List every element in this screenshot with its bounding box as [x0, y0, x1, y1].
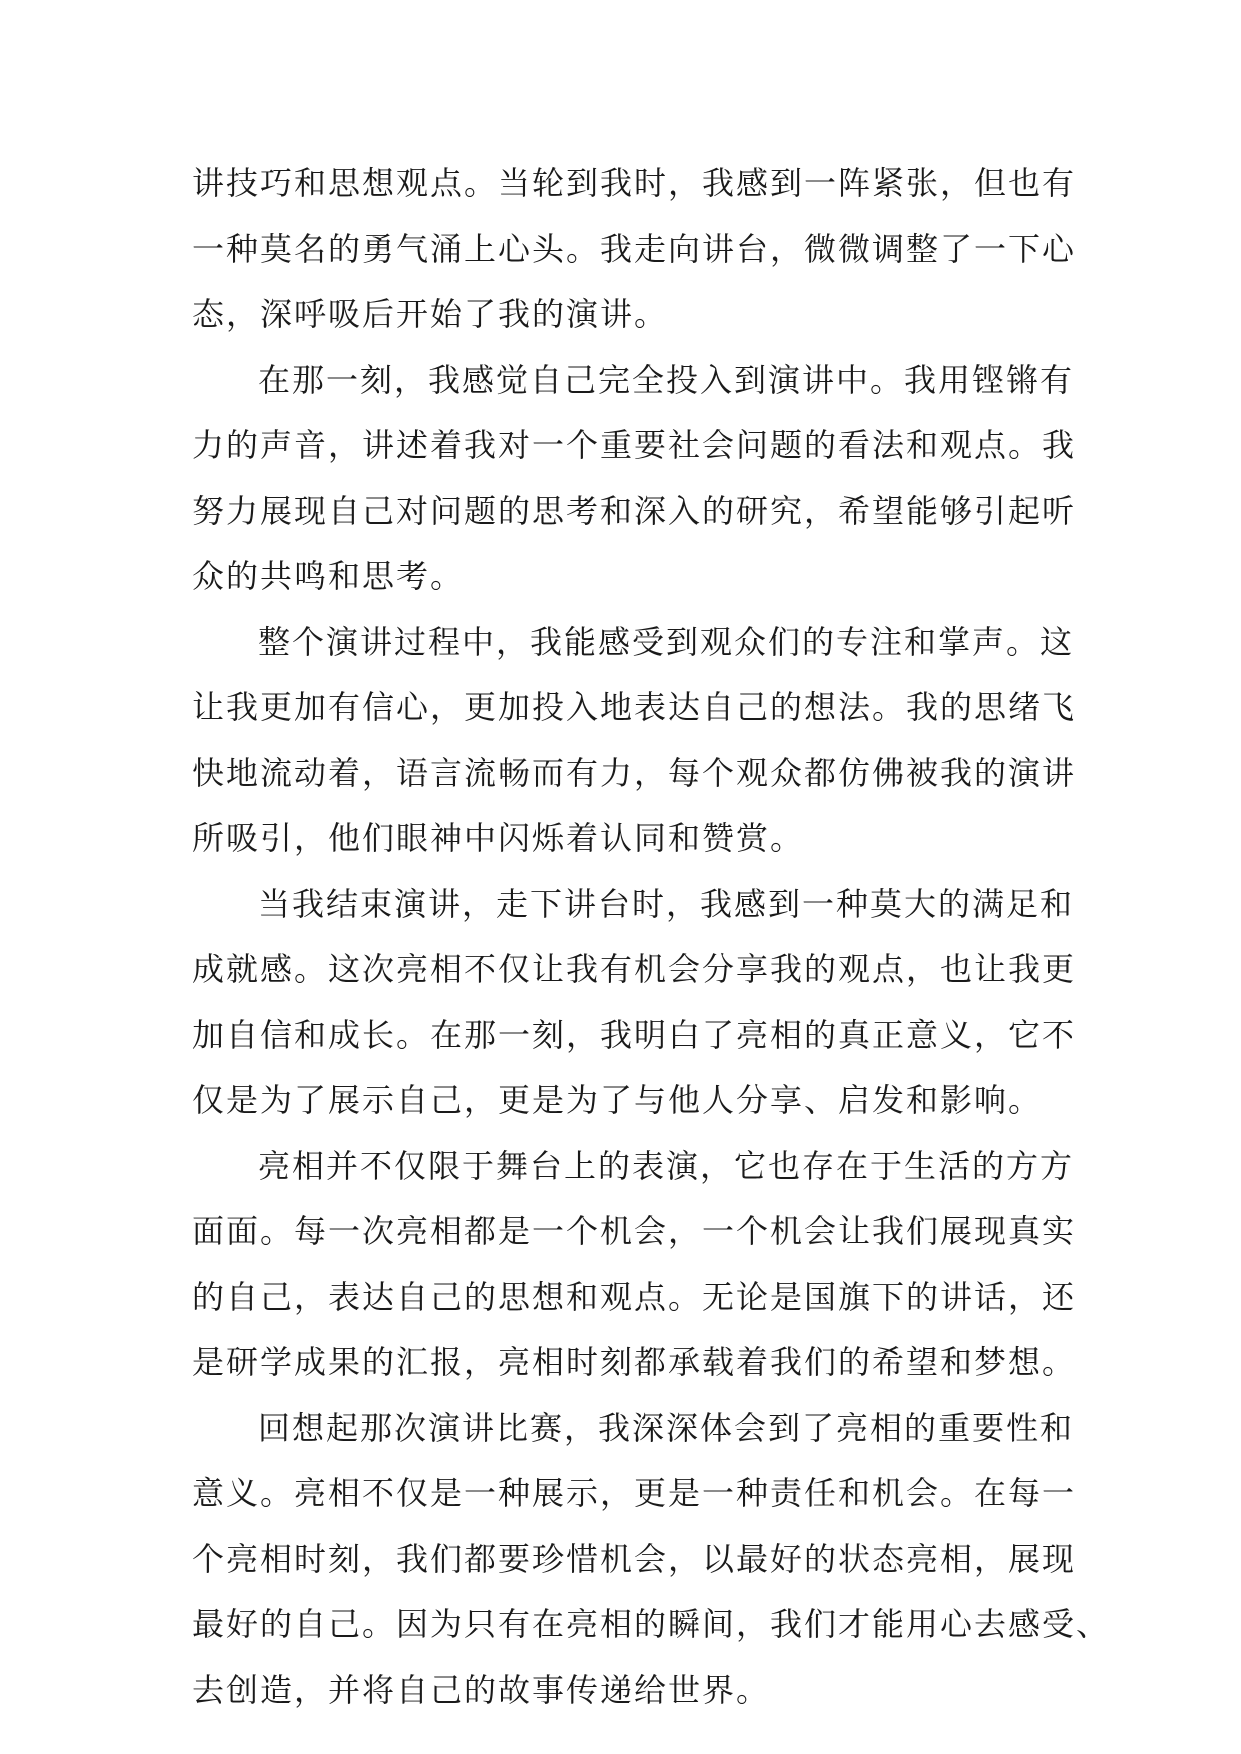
text-line: 快地流动着，语言流畅而有力，每个观众都仿佛被我的演讲 — [192, 753, 1077, 792]
text-line: 态，深呼吸后开始了我的演讲。 — [192, 295, 669, 333]
text-line: 最好的自己。因为只有在亮相的瞬间，我们才能用心去感受、 — [192, 1605, 1111, 1643]
text-line: 讲技巧和思想观点。当轮到我时，我感到一阵紧张，但也有 — [192, 164, 1077, 202]
text-line: 面面。每一次亮相都是一个机会，一个机会让我们展现真实 — [192, 1212, 1077, 1250]
text-line: 成就感。这次亮相不仅让我有机会分享我的观点，也让我更 — [192, 950, 1077, 988]
text-line: 所吸引，他们眼神中闪烁着认同和赞赏。 — [192, 819, 805, 857]
text-line: 意义。亮相不仅是一种展示，更是一种责任和机会。在每一 — [192, 1474, 1077, 1512]
text-line: 仅是为了展示自己，更是为了与他人分享、启发和影响。 — [192, 1081, 1043, 1119]
text-line: 个亮相时刻，我们都要珍惜机会，以最好的状态亮相，展现 — [192, 1539, 1077, 1578]
paragraph-first-line: 整个演讲过程中，我能感受到观众们的专注和掌声。这 — [258, 622, 1075, 661]
document-body — [192, 158, 1111, 1730]
text-line: 是研学成果的汇报，亮相时刻都承载着我们的希望和梦想。 — [192, 1343, 1077, 1381]
paragraph-first-line: 当我结束演讲，走下讲台时，我感到一种莫大的满足和 — [258, 884, 1075, 923]
paragraph-first-line: 在那一刻，我感觉自己完全投入到演讲中。我用铿锵有 — [258, 360, 1075, 399]
text-line: 力的声音，讲述着我对一个重要社会问题的看法和观点。我 — [192, 426, 1077, 464]
text-line: 努力展现自己对问题的思考和深入的研究，希望能够引起听 — [192, 491, 1077, 530]
text-line: 一种莫名的勇气涌上心头。我走向讲台，微微调整了一下心 — [192, 229, 1077, 268]
text-line: 加自信和成长。在那一刻，我明白了亮相的真正意义，它不 — [192, 1015, 1077, 1054]
paragraph-first-line: 回想起那次演讲比赛，我深深体会到了亮相的重要性和 — [258, 1408, 1075, 1447]
paragraph-first-line: 亮相并不仅限于舞台上的表演，它也存在于生活的方方 — [258, 1146, 1075, 1185]
text-line: 众的共鸣和思考。 — [192, 557, 465, 595]
text-line: 让我更加有信心，更加投入地表达自己的想法。我的思绪飞 — [192, 688, 1077, 726]
text-line: 的自己，表达自己的思想和观点。无论是国旗下的讲话，还 — [192, 1277, 1077, 1316]
text-line: 去创造，并将自己的故事传递给世界。 — [192, 1670, 771, 1709]
